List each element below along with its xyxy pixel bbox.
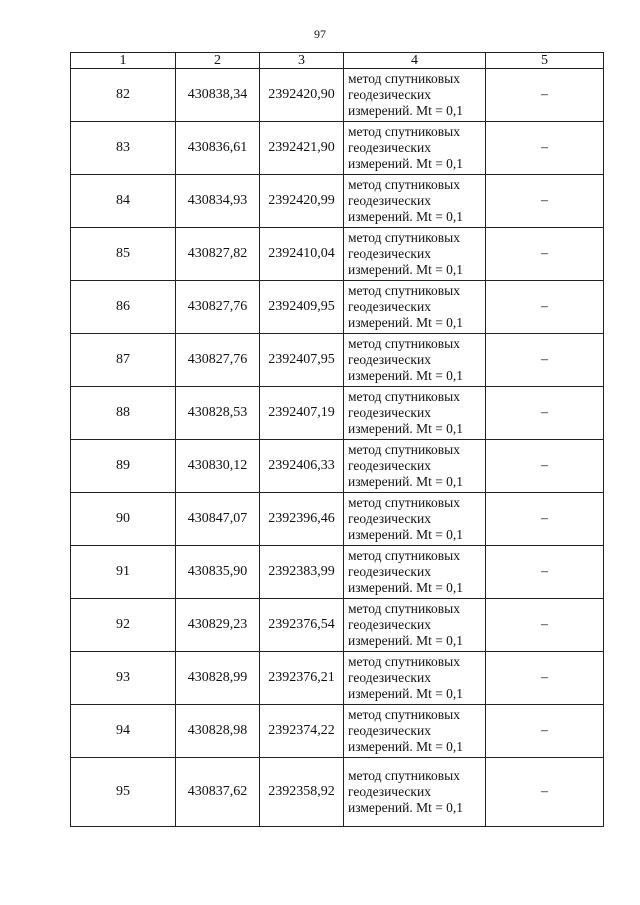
method-line: измерений. Mt = 0,1 [348, 421, 464, 436]
note-cell: – [486, 228, 604, 281]
header-row [71, 53, 604, 69]
point-number-cell: 87 [71, 334, 176, 387]
point-number-cell: 92 [71, 599, 176, 652]
method-line: метод спутниковых [348, 230, 460, 245]
method-line: измерений. Mt = 0,1 [348, 527, 464, 542]
note-cell: – [486, 652, 604, 705]
method-cell [344, 69, 486, 122]
x-coordinate-cell: 430828,99 [176, 652, 260, 705]
method-cell [344, 652, 486, 705]
table-body [71, 69, 604, 827]
table-row [71, 440, 604, 493]
y-coordinate-cell: 2392374,22 [260, 705, 344, 758]
point-number-cell: 91 [71, 546, 176, 599]
method-cell [344, 440, 486, 493]
method-cell [344, 175, 486, 228]
table-row [71, 652, 604, 705]
method-cell [344, 546, 486, 599]
y-coordinate-cell: 2392406,33 [260, 440, 344, 493]
point-number-cell: 86 [71, 281, 176, 334]
method-line: измерений. Mt = 0,1 [348, 103, 464, 118]
point-number-cell: 84 [71, 175, 176, 228]
page-number: 97 [314, 27, 326, 41]
x-coordinate-cell: 430837,62 [176, 758, 260, 827]
header-col-5: 5 [486, 53, 604, 69]
table-row [71, 493, 604, 546]
method-line: геодезических [348, 511, 431, 526]
note-cell: – [486, 387, 604, 440]
method-line: измерений. Mt = 0,1 [348, 262, 464, 277]
x-coordinate-cell: 430830,12 [176, 440, 260, 493]
x-coordinate-cell: 430829,23 [176, 599, 260, 652]
x-coordinate-cell: 430838,34 [176, 69, 260, 122]
x-coordinate-cell: 430834,93 [176, 175, 260, 228]
method-line: геодезических [348, 405, 431, 420]
method-line: метод спутниковых [348, 177, 460, 192]
header-col-2: 2 [176, 53, 260, 69]
method-line: геодезических [348, 352, 431, 367]
note-cell: – [486, 705, 604, 758]
table-row [71, 334, 604, 387]
x-coordinate-cell: 430836,61 [176, 122, 260, 175]
point-number-cell: 89 [71, 440, 176, 493]
note-cell: – [486, 493, 604, 546]
point-number-cell: 82 [71, 69, 176, 122]
x-coordinate-cell: 430847,07 [176, 493, 260, 546]
header-col-1: 1 [71, 53, 176, 69]
method-line: метод спутниковых [348, 768, 460, 783]
method-cell [344, 387, 486, 440]
note-cell: – [486, 281, 604, 334]
table-row [71, 69, 604, 122]
table-row [71, 281, 604, 334]
table-row [71, 228, 604, 281]
point-number-cell: 93 [71, 652, 176, 705]
y-coordinate-cell: 2392420,90 [260, 69, 344, 122]
point-number-cell: 95 [71, 758, 176, 827]
method-line: метод спутниковых [348, 707, 460, 722]
method-line: геодезических [348, 87, 431, 102]
method-line: метод спутниковых [348, 654, 460, 669]
method-line: геодезических [348, 458, 431, 473]
method-cell [344, 122, 486, 175]
method-line: геодезических [348, 564, 431, 579]
note-cell: – [486, 546, 604, 599]
method-line: метод спутниковых [348, 389, 460, 404]
table-row [71, 599, 604, 652]
method-line: геодезических [348, 140, 431, 155]
x-coordinate-cell: 430835,90 [176, 546, 260, 599]
method-cell [344, 228, 486, 281]
method-line: геодезических [348, 670, 431, 685]
header-col-3: 3 [260, 53, 344, 69]
table-row [71, 546, 604, 599]
method-line: измерений. Mt = 0,1 [348, 209, 464, 224]
method-line: измерений. Mt = 0,1 [348, 739, 464, 754]
method-cell [344, 758, 486, 827]
table-row [71, 387, 604, 440]
y-coordinate-cell: 2392358,92 [260, 758, 344, 827]
y-coordinate-cell: 2392396,46 [260, 493, 344, 546]
point-number-cell: 83 [71, 122, 176, 175]
method-cell [344, 493, 486, 546]
y-coordinate-cell: 2392407,95 [260, 334, 344, 387]
method-cell [344, 599, 486, 652]
x-coordinate-cell: 430828,98 [176, 705, 260, 758]
method-line: метод спутниковых [348, 601, 460, 616]
x-coordinate-cell: 430827,82 [176, 228, 260, 281]
table-row [71, 122, 604, 175]
method-line: геодезических [348, 617, 431, 632]
method-cell [344, 334, 486, 387]
method-cell [344, 281, 486, 334]
method-line: измерений. Mt = 0,1 [348, 156, 464, 171]
y-coordinate-cell: 2392376,54 [260, 599, 344, 652]
y-coordinate-cell: 2392420,99 [260, 175, 344, 228]
method-line: измерений. Mt = 0,1 [348, 315, 464, 330]
y-coordinate-cell: 2392421,90 [260, 122, 344, 175]
point-number-cell: 90 [71, 493, 176, 546]
method-line: измерений. Mt = 0,1 [348, 580, 464, 595]
method-line: метод спутниковых [348, 548, 460, 563]
method-line: метод спутниковых [348, 124, 460, 139]
note-cell: – [486, 69, 604, 122]
note-cell: – [486, 758, 604, 827]
method-line: метод спутниковых [348, 495, 460, 510]
header-col-4: 4 [344, 53, 486, 69]
method-line: геодезических [348, 299, 431, 314]
note-cell: – [486, 122, 604, 175]
method-line: геодезических [348, 784, 431, 799]
table-row [71, 705, 604, 758]
x-coordinate-cell: 430828,53 [176, 387, 260, 440]
method-line: метод спутниковых [348, 442, 460, 457]
note-cell: – [486, 175, 604, 228]
method-line: измерений. Mt = 0,1 [348, 800, 464, 815]
y-coordinate-cell: 2392409,95 [260, 281, 344, 334]
y-coordinate-cell: 2392407,19 [260, 387, 344, 440]
table-header [71, 53, 604, 69]
method-line: геодезических [348, 246, 431, 261]
method-line: метод спутниковых [348, 336, 460, 351]
y-coordinate-cell: 2392410,04 [260, 228, 344, 281]
method-cell [344, 705, 486, 758]
y-coordinate-cell: 2392376,21 [260, 652, 344, 705]
coordinates-table [70, 52, 604, 827]
x-coordinate-cell: 430827,76 [176, 334, 260, 387]
point-number-cell: 94 [71, 705, 176, 758]
point-number-cell: 85 [71, 228, 176, 281]
table-row [71, 758, 604, 827]
note-cell: – [486, 334, 604, 387]
method-line: измерений. Mt = 0,1 [348, 633, 464, 648]
table-row [71, 175, 604, 228]
note-cell: – [486, 599, 604, 652]
method-line: метод спутниковых [348, 283, 460, 298]
method-line: геодезических [348, 723, 431, 738]
point-number-cell: 88 [71, 387, 176, 440]
note-cell: – [486, 440, 604, 493]
method-line: геодезических [348, 193, 431, 208]
method-line: измерений. Mt = 0,1 [348, 474, 464, 489]
method-line: измерений. Mt = 0,1 [348, 686, 464, 701]
y-coordinate-cell: 2392383,99 [260, 546, 344, 599]
method-line: измерений. Mt = 0,1 [348, 368, 464, 383]
method-line: метод спутниковых [348, 71, 460, 86]
x-coordinate-cell: 430827,76 [176, 281, 260, 334]
